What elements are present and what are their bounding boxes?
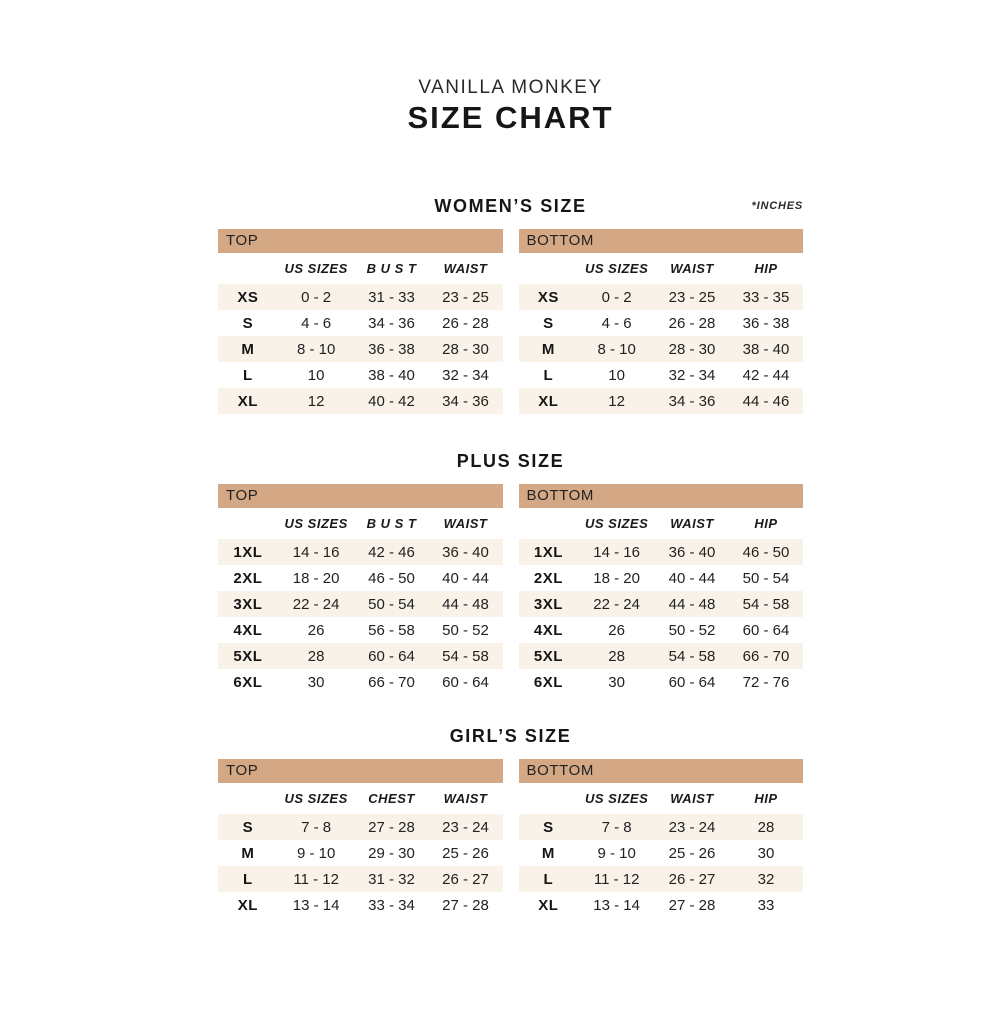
cell-value: 22 - 24	[292, 595, 340, 613]
size-label: XS	[237, 288, 259, 306]
column-header-row	[218, 253, 503, 284]
cell-value: 28 - 30	[668, 340, 716, 358]
page-header	[218, 0, 803, 137]
size-label: XL	[237, 896, 258, 914]
size-label: 3XL	[233, 595, 263, 613]
cell-value: 38 - 40	[368, 366, 415, 384]
table-body	[218, 284, 503, 414]
column-header: B U S T	[366, 261, 417, 276]
cell-value: 7 - 8	[601, 818, 632, 836]
table-row	[218, 539, 503, 565]
size-label: 1XL	[233, 543, 263, 561]
cell-value: 46 - 50	[368, 569, 415, 587]
cell-value: 11 - 12	[593, 870, 640, 888]
cell-value: 14 - 16	[292, 543, 340, 561]
cell-value: 26 - 27	[668, 870, 716, 888]
table-body	[519, 539, 804, 695]
cell-value: 60 - 64	[368, 647, 415, 665]
size-label: XL	[538, 392, 559, 410]
table-row	[519, 284, 804, 310]
cell-value: 33 - 34	[368, 896, 415, 914]
cell-value: 0 - 2	[301, 288, 332, 306]
size-label: 2XL	[533, 569, 563, 587]
cell-value: 30	[608, 673, 625, 691]
cell-value: 26 - 28	[442, 314, 489, 332]
table-body	[519, 814, 804, 918]
womens-top-table	[218, 229, 503, 414]
size-label: L	[243, 366, 253, 384]
cell-value: 13 - 14	[292, 896, 340, 914]
cell-value: 27 - 28	[442, 896, 489, 914]
column-header: US SIZES	[284, 516, 348, 531]
column-header-row	[519, 508, 804, 539]
size-label: L	[543, 870, 554, 888]
table-body	[218, 814, 503, 918]
cell-value: 9 - 10	[296, 844, 336, 862]
section-plus-size	[218, 450, 803, 695]
table-row	[218, 284, 503, 310]
cell-value: 54 - 58	[742, 595, 790, 613]
size-label: XL	[237, 392, 258, 410]
cell-value: 44 - 46	[742, 392, 790, 410]
size-label: 5XL	[233, 647, 263, 665]
table-row	[519, 310, 804, 336]
size-label: 4XL	[233, 621, 263, 639]
size-label: M	[241, 340, 255, 358]
cell-value: 29 - 30	[368, 844, 415, 862]
table-label-top: TOP	[218, 484, 503, 508]
table-body	[519, 284, 804, 414]
brand-name: VANILLA MONKEY	[418, 77, 603, 98]
column-header: WAIST	[443, 791, 488, 806]
column-header: WAIST	[670, 791, 714, 806]
column-header: CHEST	[368, 791, 415, 806]
table-label-bottom: BOTTOM	[519, 229, 804, 253]
size-label: S	[543, 314, 554, 332]
column-header-row	[218, 508, 503, 539]
cell-value: 27 - 28	[368, 818, 415, 836]
table-label-top: TOP	[218, 229, 503, 253]
cell-value: 34 - 36	[668, 392, 716, 410]
cell-value: 26 - 27	[442, 870, 489, 888]
page-title: SIZE CHART	[407, 100, 614, 135]
table-row	[519, 565, 804, 591]
table-row	[519, 336, 804, 362]
table-row	[218, 840, 503, 866]
table-row	[218, 617, 503, 643]
cell-value: 72 - 76	[742, 673, 790, 691]
cell-value: 60 - 64	[742, 621, 790, 639]
cell-value: 28	[307, 647, 325, 665]
table-row	[218, 669, 503, 695]
size-label: 4XL	[533, 621, 563, 639]
cell-value: 28 - 30	[442, 340, 489, 358]
column-header-row	[218, 783, 503, 814]
column-header: B U S T	[366, 516, 417, 531]
table-row	[519, 892, 804, 918]
cell-value: 40 - 42	[368, 392, 415, 410]
cell-value: 12	[608, 392, 625, 410]
column-header: WAIST	[443, 261, 488, 276]
column-header: WAIST	[670, 516, 714, 531]
table-row	[218, 565, 503, 591]
cell-value: 44 - 48	[668, 595, 716, 613]
cell-value: 27 - 28	[668, 896, 716, 914]
plus-top-table	[218, 484, 503, 695]
table-row	[218, 336, 503, 362]
table-body	[218, 539, 503, 695]
cell-value: 40 - 44	[442, 569, 489, 587]
cell-value: 26	[608, 621, 625, 639]
cell-value: 4 - 6	[601, 314, 632, 332]
column-header: US SIZES	[284, 791, 348, 806]
size-label: 6XL	[233, 673, 263, 691]
girls-top-table	[218, 759, 503, 918]
column-header: HIP	[754, 261, 778, 276]
cell-value: 36 - 40	[442, 543, 489, 561]
table-row	[519, 362, 804, 388]
womens-bottom-table	[519, 229, 804, 414]
cell-value: 7 - 8	[301, 818, 332, 836]
cell-value: 23 - 25	[668, 288, 716, 306]
table-row	[218, 814, 503, 840]
size-label: 5XL	[533, 647, 563, 665]
cell-value: 8 - 10	[296, 340, 336, 358]
table-row	[519, 591, 804, 617]
cell-value: 54 - 58	[668, 647, 716, 665]
units-note: *INCHES	[751, 200, 803, 212]
size-label: M	[541, 844, 555, 862]
cell-value: 33	[757, 896, 775, 914]
size-label: XS	[537, 288, 559, 306]
cell-value: 33 - 35	[742, 288, 790, 306]
column-header: WAIST	[443, 516, 488, 531]
cell-value: 50 - 54	[742, 569, 790, 587]
cell-value: 66 - 70	[368, 673, 415, 691]
cell-value: 50 - 52	[668, 621, 716, 639]
cell-value: 66 - 70	[742, 647, 790, 665]
cell-value: 0 - 2	[601, 288, 632, 306]
cell-value: 38 - 40	[742, 340, 790, 358]
table-row	[519, 643, 804, 669]
size-label: 3XL	[533, 595, 563, 613]
table-row	[519, 669, 804, 695]
size-label: S	[242, 314, 254, 332]
cell-value: 4 - 6	[301, 314, 332, 332]
size-label: L	[243, 870, 253, 888]
cell-value: 23 - 25	[442, 288, 489, 306]
section-girls-size	[218, 725, 803, 918]
cell-value: 36 - 38	[742, 314, 790, 332]
cell-value: 34 - 36	[368, 314, 415, 332]
column-header: HIP	[754, 791, 778, 806]
cell-value: 42 - 44	[742, 366, 790, 384]
column-header: WAIST	[670, 261, 714, 276]
girls-bottom-table	[519, 759, 804, 918]
cell-value: 54 - 58	[442, 647, 489, 665]
cell-value: 34 - 36	[442, 392, 489, 410]
cell-value: 31 - 33	[368, 288, 415, 306]
cell-value: 60 - 64	[442, 673, 489, 691]
table-row	[519, 617, 804, 643]
size-label: M	[241, 844, 255, 862]
womens-tables	[218, 229, 803, 414]
cell-value: 28	[757, 818, 775, 836]
cell-value: 31 - 32	[368, 870, 415, 888]
table-label-bottom: BOTTOM	[519, 759, 804, 783]
table-row	[218, 388, 503, 414]
size-label: M	[541, 340, 555, 358]
cell-value: 60 - 64	[668, 673, 716, 691]
column-header-row	[519, 253, 804, 284]
size-label: 6XL	[533, 673, 563, 691]
cell-value: 36 - 40	[668, 543, 716, 561]
plus-tables	[218, 484, 803, 695]
section-title-plus: PLUS SIZE	[456, 451, 565, 471]
table-row	[519, 840, 804, 866]
cell-value: 28	[608, 647, 625, 665]
section-title-row	[218, 450, 803, 472]
section-title-girls: GIRL’S SIZE	[449, 726, 572, 746]
cell-value: 23 - 24	[668, 818, 716, 836]
cell-value: 32 - 34	[668, 366, 716, 384]
cell-value: 25 - 26	[442, 844, 489, 862]
section-title-row	[218, 195, 803, 217]
size-label: 1XL	[533, 543, 563, 561]
section-womens-size	[218, 195, 803, 414]
column-header: HIP	[754, 516, 778, 531]
cell-value: 42 - 46	[368, 543, 415, 561]
table-row	[218, 866, 503, 892]
cell-value: 50 - 54	[368, 595, 415, 613]
column-header: US SIZES	[585, 516, 649, 531]
table-row	[519, 866, 804, 892]
table-label-top: TOP	[218, 759, 503, 783]
cell-value: 56 - 58	[368, 621, 415, 639]
cell-value: 46 - 50	[742, 543, 790, 561]
girls-tables	[218, 759, 803, 918]
cell-value: 30	[307, 673, 325, 691]
table-row	[519, 539, 804, 565]
table-row	[218, 310, 503, 336]
table-row	[218, 643, 503, 669]
size-label: S	[242, 818, 254, 836]
cell-value: 25 - 26	[668, 844, 716, 862]
table-row	[519, 814, 804, 840]
cell-value: 36 - 38	[368, 340, 415, 358]
column-header-row	[519, 783, 804, 814]
cell-value: 26	[307, 621, 325, 639]
section-title-row	[218, 725, 803, 747]
table-label-bottom: BOTTOM	[519, 484, 804, 508]
size-label: S	[543, 818, 554, 836]
table-row	[519, 388, 804, 414]
cell-value: 10	[307, 366, 325, 384]
cell-value: 18 - 20	[292, 569, 340, 587]
cell-value: 30	[757, 844, 775, 862]
cell-value: 8 - 10	[597, 340, 636, 358]
column-header: US SIZES	[284, 261, 348, 276]
cell-value: 18 - 20	[593, 569, 640, 587]
section-title-womens: WOMEN’S SIZE	[434, 196, 587, 216]
cell-value: 40 - 44	[668, 569, 716, 587]
cell-value: 12	[307, 392, 325, 410]
plus-bottom-table	[519, 484, 804, 695]
cell-value: 14 - 16	[593, 543, 640, 561]
cell-value: 44 - 48	[442, 595, 489, 613]
column-header: US SIZES	[585, 261, 649, 276]
column-header: US SIZES	[585, 791, 649, 806]
cell-value: 9 - 10	[597, 844, 636, 862]
cell-value: 11 - 12	[293, 870, 339, 888]
content-column	[218, 0, 803, 918]
cell-value: 50 - 52	[442, 621, 489, 639]
table-row	[218, 362, 503, 388]
table-row	[218, 591, 503, 617]
size-label: L	[543, 366, 554, 384]
size-label: XL	[538, 896, 559, 914]
cell-value: 32	[757, 870, 775, 888]
cell-value: 22 - 24	[593, 595, 640, 613]
cell-value: 23 - 24	[442, 818, 489, 836]
cell-value: 26 - 28	[668, 314, 716, 332]
size-label: 2XL	[233, 569, 263, 587]
cell-value: 13 - 14	[593, 896, 640, 914]
cell-value: 10	[608, 366, 625, 384]
cell-value: 32 - 34	[442, 366, 489, 384]
table-row	[218, 892, 503, 918]
